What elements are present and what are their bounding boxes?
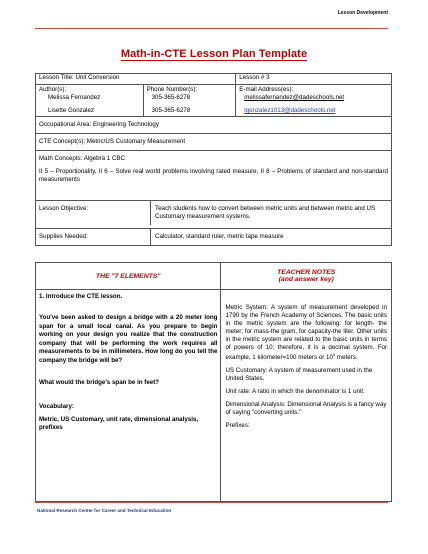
supplies-label: Supplies Needed:	[36, 229, 151, 245]
footer-rule	[35, 502, 388, 503]
teacher-notes-header-cell	[221, 263, 392, 290]
phone-label: Phone Number(s):	[146, 86, 198, 93]
note-prefixes: Prefixes:	[225, 421, 250, 429]
objective-label: Lesson Objective:	[36, 201, 151, 225]
author-1: Melissa Fernandez	[48, 94, 101, 101]
objective-row	[36, 200, 392, 228]
vocabulary-label: Vocabulary:	[39, 402, 74, 410]
email-label: E-mail Address(es):	[239, 86, 294, 93]
teacher-notes-heading: TEACHER NOTES	[277, 269, 336, 276]
emails-cell	[236, 85, 392, 103]
header-label: Lesson Development	[337, 10, 388, 16]
note-unit-rate: Unit rate: A ratio in which the denominator is 1 unit.	[225, 388, 365, 396]
elements-table	[35, 262, 392, 502]
lesson-title-cell: Lesson Title: Unit Conversion	[36, 74, 236, 85]
supplies-row	[36, 228, 392, 245]
math-concepts	[36, 150, 392, 200]
elements-content	[36, 290, 221, 502]
authors-label: Author(s):	[39, 86, 67, 93]
phone-1: 305-365-6278	[151, 94, 191, 101]
question-text: What would the bridge's span be in feet?	[39, 378, 160, 386]
scenario-text: You've been asked to design a bridge with a 20 meter long span for a small local canal. As you prepare to begin working on your design you realize that the construction company that will be performing the work requires all measurements to be in millimeters. How long do you tell the company the bridge will be?	[39, 314, 218, 364]
note-us-customary: US Customary: A system of measurement used in the United States.	[225, 367, 373, 383]
answer-key-heading: (and answer key)	[278, 276, 334, 283]
phones-cell	[143, 85, 236, 103]
seven-elements-heading: THE "7 ELEMENTS"	[95, 272, 161, 280]
math-concepts-standards: II 5 – Proportionality, II 6 – Solve real world problems involving rated measure, II 8 – Problems of standard and non-standard measurements	[39, 167, 388, 183]
cte-concepts: CTE Concept(s): Metric/US Customary Measurement	[36, 133, 392, 150]
math-concepts-line: Math Concepts: Algebra 1 CBC	[39, 154, 125, 162]
note-dimensional-analysis: Dimensional Analysis: Dimensional Analysis is a fancy way of saying "converting units."	[225, 401, 387, 417]
footer-text: National Research Center for Career and Technical Education	[37, 508, 172, 513]
email-1[interactable]: melissafernandez@dadeschools.net	[244, 94, 345, 101]
vocabulary-terms: Metric, US Customary, unit rate, dimensional analysis, prefixes	[39, 415, 199, 431]
lesson-info-table	[35, 73, 392, 246]
page-title: Math-in-CTE Lesson Plan Template	[120, 48, 308, 60]
lesson-number-cell: Lesson # 3	[236, 74, 392, 85]
supplies-text: Calculator, standard ruler, metric tape measure	[155, 232, 284, 240]
author-2: Lisette Gonzalez	[36, 102, 144, 116]
objective-text: Teach students how to convert between metric units and between metric and US Customary measurement systems.	[155, 204, 376, 220]
elements-header-cell	[36, 263, 221, 290]
teacher-notes-content	[221, 290, 392, 502]
step-1-heading: 1. Introduce the CTE lesson.	[39, 293, 123, 300]
occupational-area: Occupational Area: Engineering Technology	[36, 116, 392, 133]
header-rule	[35, 28, 388, 29]
phone-2: 305-365-6278	[143, 102, 236, 116]
note-metric-system: Metric System: A system of measurement developed in 1790 by the French Academy of Sciences. The basic units in the metric system are the following: for length- the meter; for mass-the gram, for capacity-the liter. Other units in the metric system are related to the basic units in terms of powers of 10; therefore, it is a decimal system. For example, 1 kilometer=100 meters or $10^3$ meters.	[225, 304, 387, 362]
email-2[interactable]: lgonzalez1013@dadeschools.net	[236, 102, 392, 116]
authors-cell	[36, 85, 144, 103]
